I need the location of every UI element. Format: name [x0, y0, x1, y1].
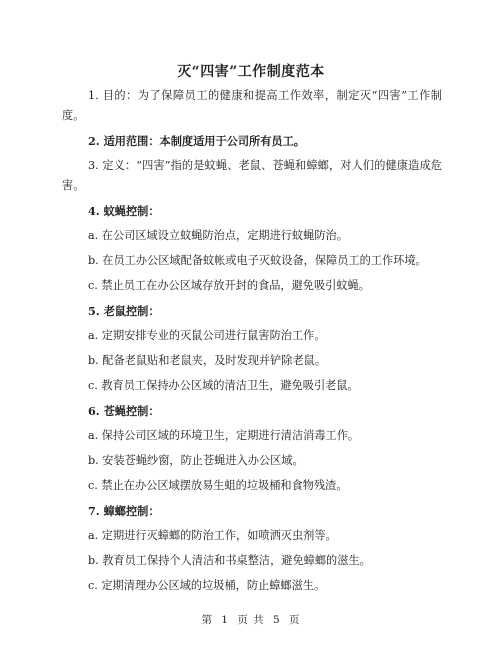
list-item: a. 定期安排专业的灭鼠公司进行鼠害防治工作。: [88, 329, 326, 342]
heading-mosquito-control: 4. 蚊蝇控制：: [88, 204, 160, 218]
list-item: c. 禁止在办公区域摆放易生蛆的垃圾桶和食物残渣。: [88, 479, 348, 492]
heading-fly-control: 6. 苍蝇控制：: [88, 404, 160, 418]
paragraph-scope: 2. 适用范围：本制度适用于公司所有员工。: [88, 134, 305, 148]
footer-middle: 页 共: [237, 614, 265, 626]
list-item: c. 教育员工保持办公区域的清洁卫生，避免吸引老鼠。: [88, 379, 359, 392]
list-item: a. 在公司区域设立蚊蝇防治点，定期进行蚊蝇防治。: [88, 229, 348, 242]
list-item: c. 禁止员工在办公区域存放开封的食品，避免吸引蚊蝇。: [88, 279, 370, 292]
paragraph-definition: 3. 定义：“四害”指的是蚊蝇、老鼠、苍蝇和蟑螂，对人们的健康造成危害。: [62, 159, 442, 192]
list-item: a. 保持公司区域的环境卫生，定期进行清洁消毒工作。: [88, 429, 360, 442]
page-footer: [0, 612, 502, 627]
list-item: b. 教育员工保持个人清洁和书桌整洁，避免蟑螂的滋生。: [88, 554, 371, 567]
footer-current-page: 1: [221, 614, 229, 626]
document-body: [62, 86, 442, 601]
list-item: b. 配备老鼠贴和老鼠夹，及时发现并铲除老鼠。: [88, 354, 327, 367]
footer-suffix: 页: [289, 614, 301, 626]
paragraph-purpose: 1. 目的：为了保障员工的健康和提高工作效率，制定灭“四害”工作制度。: [62, 89, 442, 122]
list-item: c. 定期清理办公区域的垃圾桶，防止蟑螂滋生。: [88, 579, 326, 592]
list-item: b. 安装苍蝇纱窗，防止苍蝇进入办公区域。: [88, 454, 304, 467]
list-item: a. 定期进行灭蟑螂的防治工作，如喷洒灭虫剂等。: [88, 529, 337, 542]
document-title: 灭“四害”工作制度范本: [177, 64, 325, 80]
footer-total-pages: 5: [273, 614, 281, 626]
heading-cockroach-control: 7. 蟑螂控制：: [88, 504, 160, 518]
heading-rat-control: 5. 老鼠控制：: [88, 304, 160, 318]
footer-prefix: 第: [201, 614, 213, 626]
list-item: b. 在员工办公区域配备蚊帐或电子灭蚊设备，保障员工的工作环境。: [88, 254, 427, 267]
